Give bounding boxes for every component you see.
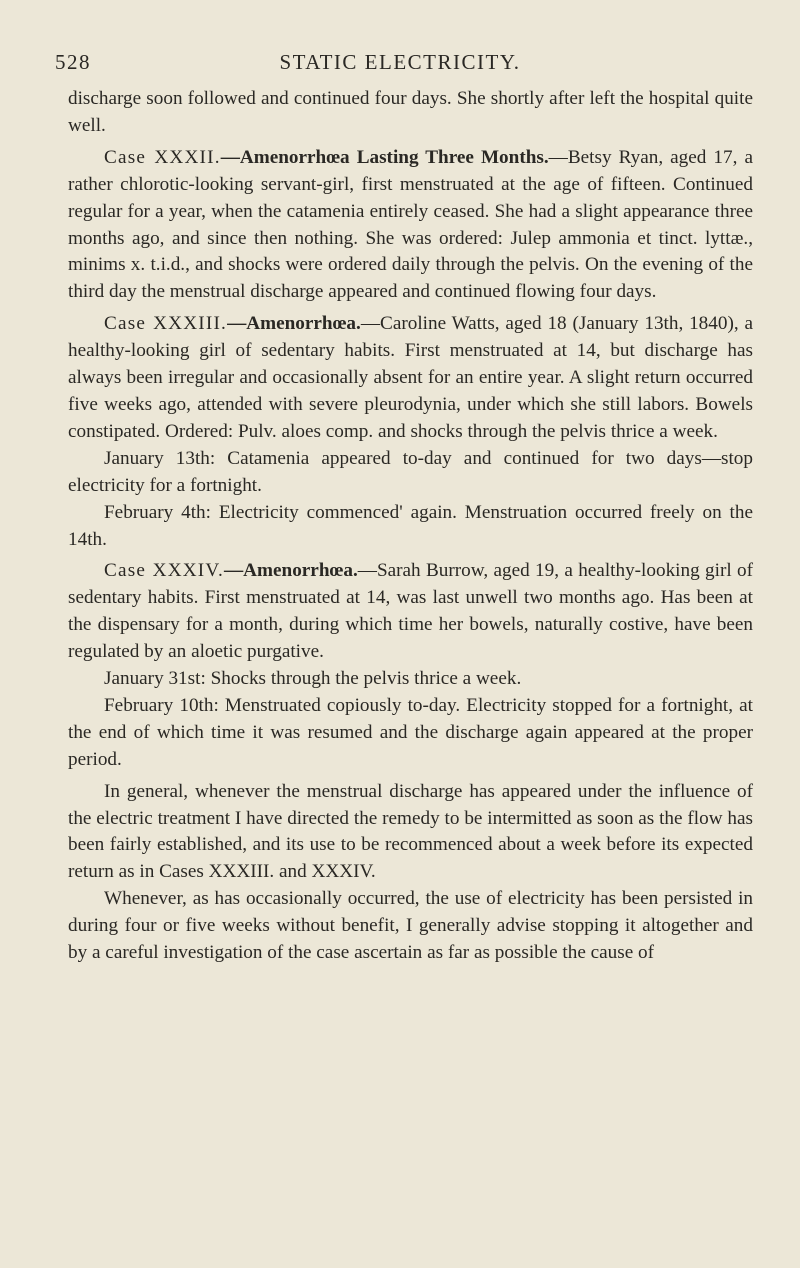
case-title: —Amenorrhœa. (227, 313, 361, 335)
paragraph-text: January 13th: Catamenia appeared to-day and continued for two days—stop electricity for a fortnight. (68, 447, 753, 496)
paragraph-continuation (68, 86, 753, 140)
entry-paragraph (68, 500, 753, 554)
paragraph-text: discharge soon followed and continued four days. She shortly after left the hospital quite well. (68, 88, 753, 136)
case-title: —Amenorrhœa Lasting Three Months. (220, 146, 549, 168)
running-head: STATIC ELECTRICITY. (279, 50, 521, 74)
paragraph-text: —Sarah Burrow, aged 19, a healthy-looking girl of sedentary habits. First menstruated at 14, was last unwell two months ago. Has been at the dispensary for a month, during which time her bowels, naturally costive, have been regulated by an aloetic purgative. (68, 560, 753, 663)
paragraph-text: —Caroline Watts, aged 18 (January 13th, 1840), a healthy-looking girl of sedentary habits. First menstruated at 14, but discharge has always been irregular and occasionally absent for an entire year. A slight return occurred five weeks ago, attended with severe pleurodynia, under which she still labors. Bowels constipated. Ordered: Pulv. aloes comp. and shocks through the pelvis thrice a week. (68, 313, 753, 442)
paragraph-text: February 4th: Electricity commenced' again. Menstruation occurred freely on the 14th. (68, 501, 753, 550)
paragraph-text: January 31st: Shocks through the pelvis thrice a week. (104, 668, 522, 690)
case-xxxii-paragraph (68, 145, 753, 306)
case-title: —Amenorrhœa. (223, 560, 358, 582)
entry-paragraph (68, 693, 753, 774)
paragraph-text: —Betsy Ryan, aged 17, a rather chlorotic-looking servant-girl, first menstruated at the age of fifteen. Continued regular for a year, when the catamenia entirely ceased. She had a slight appearance three months ago, and since then nothing. She was ordered: Julep ammonia et tinct. lyttæ., minims x. t.i.d., and shocks were ordered daily through the pelvis. On the evening of the third day the menstrual discharge appeared and continued flowing four days. (68, 146, 753, 303)
case-label: Case XXXIV. (104, 560, 224, 582)
case-xxxiii-paragraph (68, 311, 753, 446)
paragraph-text: February 10th: Menstruated copiously to-day. Electricity stopped for a fortnight, at the end of which time it was resumed and the discharge again appeared at the proper period. (68, 694, 753, 770)
paragraph-text: In general, whenever the menstrual discharge has appeared under the influence of the electric treatment I have directed the remedy to be intermitted as soon as the flow has been fairly established, and its use to be recommenced about a week before its expected return as in Cases XXXIII. and XXXIV. (68, 780, 753, 883)
case-xxxiv-paragraph (68, 558, 753, 666)
page-number: 528 (55, 50, 91, 74)
body-text (68, 86, 753, 967)
page-header (55, 50, 745, 80)
entry-paragraph (68, 666, 753, 693)
general-remark-paragraph (68, 886, 753, 967)
case-label: Case XXXIII. (104, 313, 228, 335)
general-remark-paragraph (68, 779, 753, 887)
paragraph-text: Whenever, as has occasionally occurred, the use of electricity has been persisted in during four or five weeks without benefit, I generally advise stopping it altogether and by a careful investigation of the case ascertain as far as possible the cause of (68, 888, 753, 964)
case-label: Case XXXII. (104, 146, 221, 168)
entry-paragraph (68, 446, 753, 500)
